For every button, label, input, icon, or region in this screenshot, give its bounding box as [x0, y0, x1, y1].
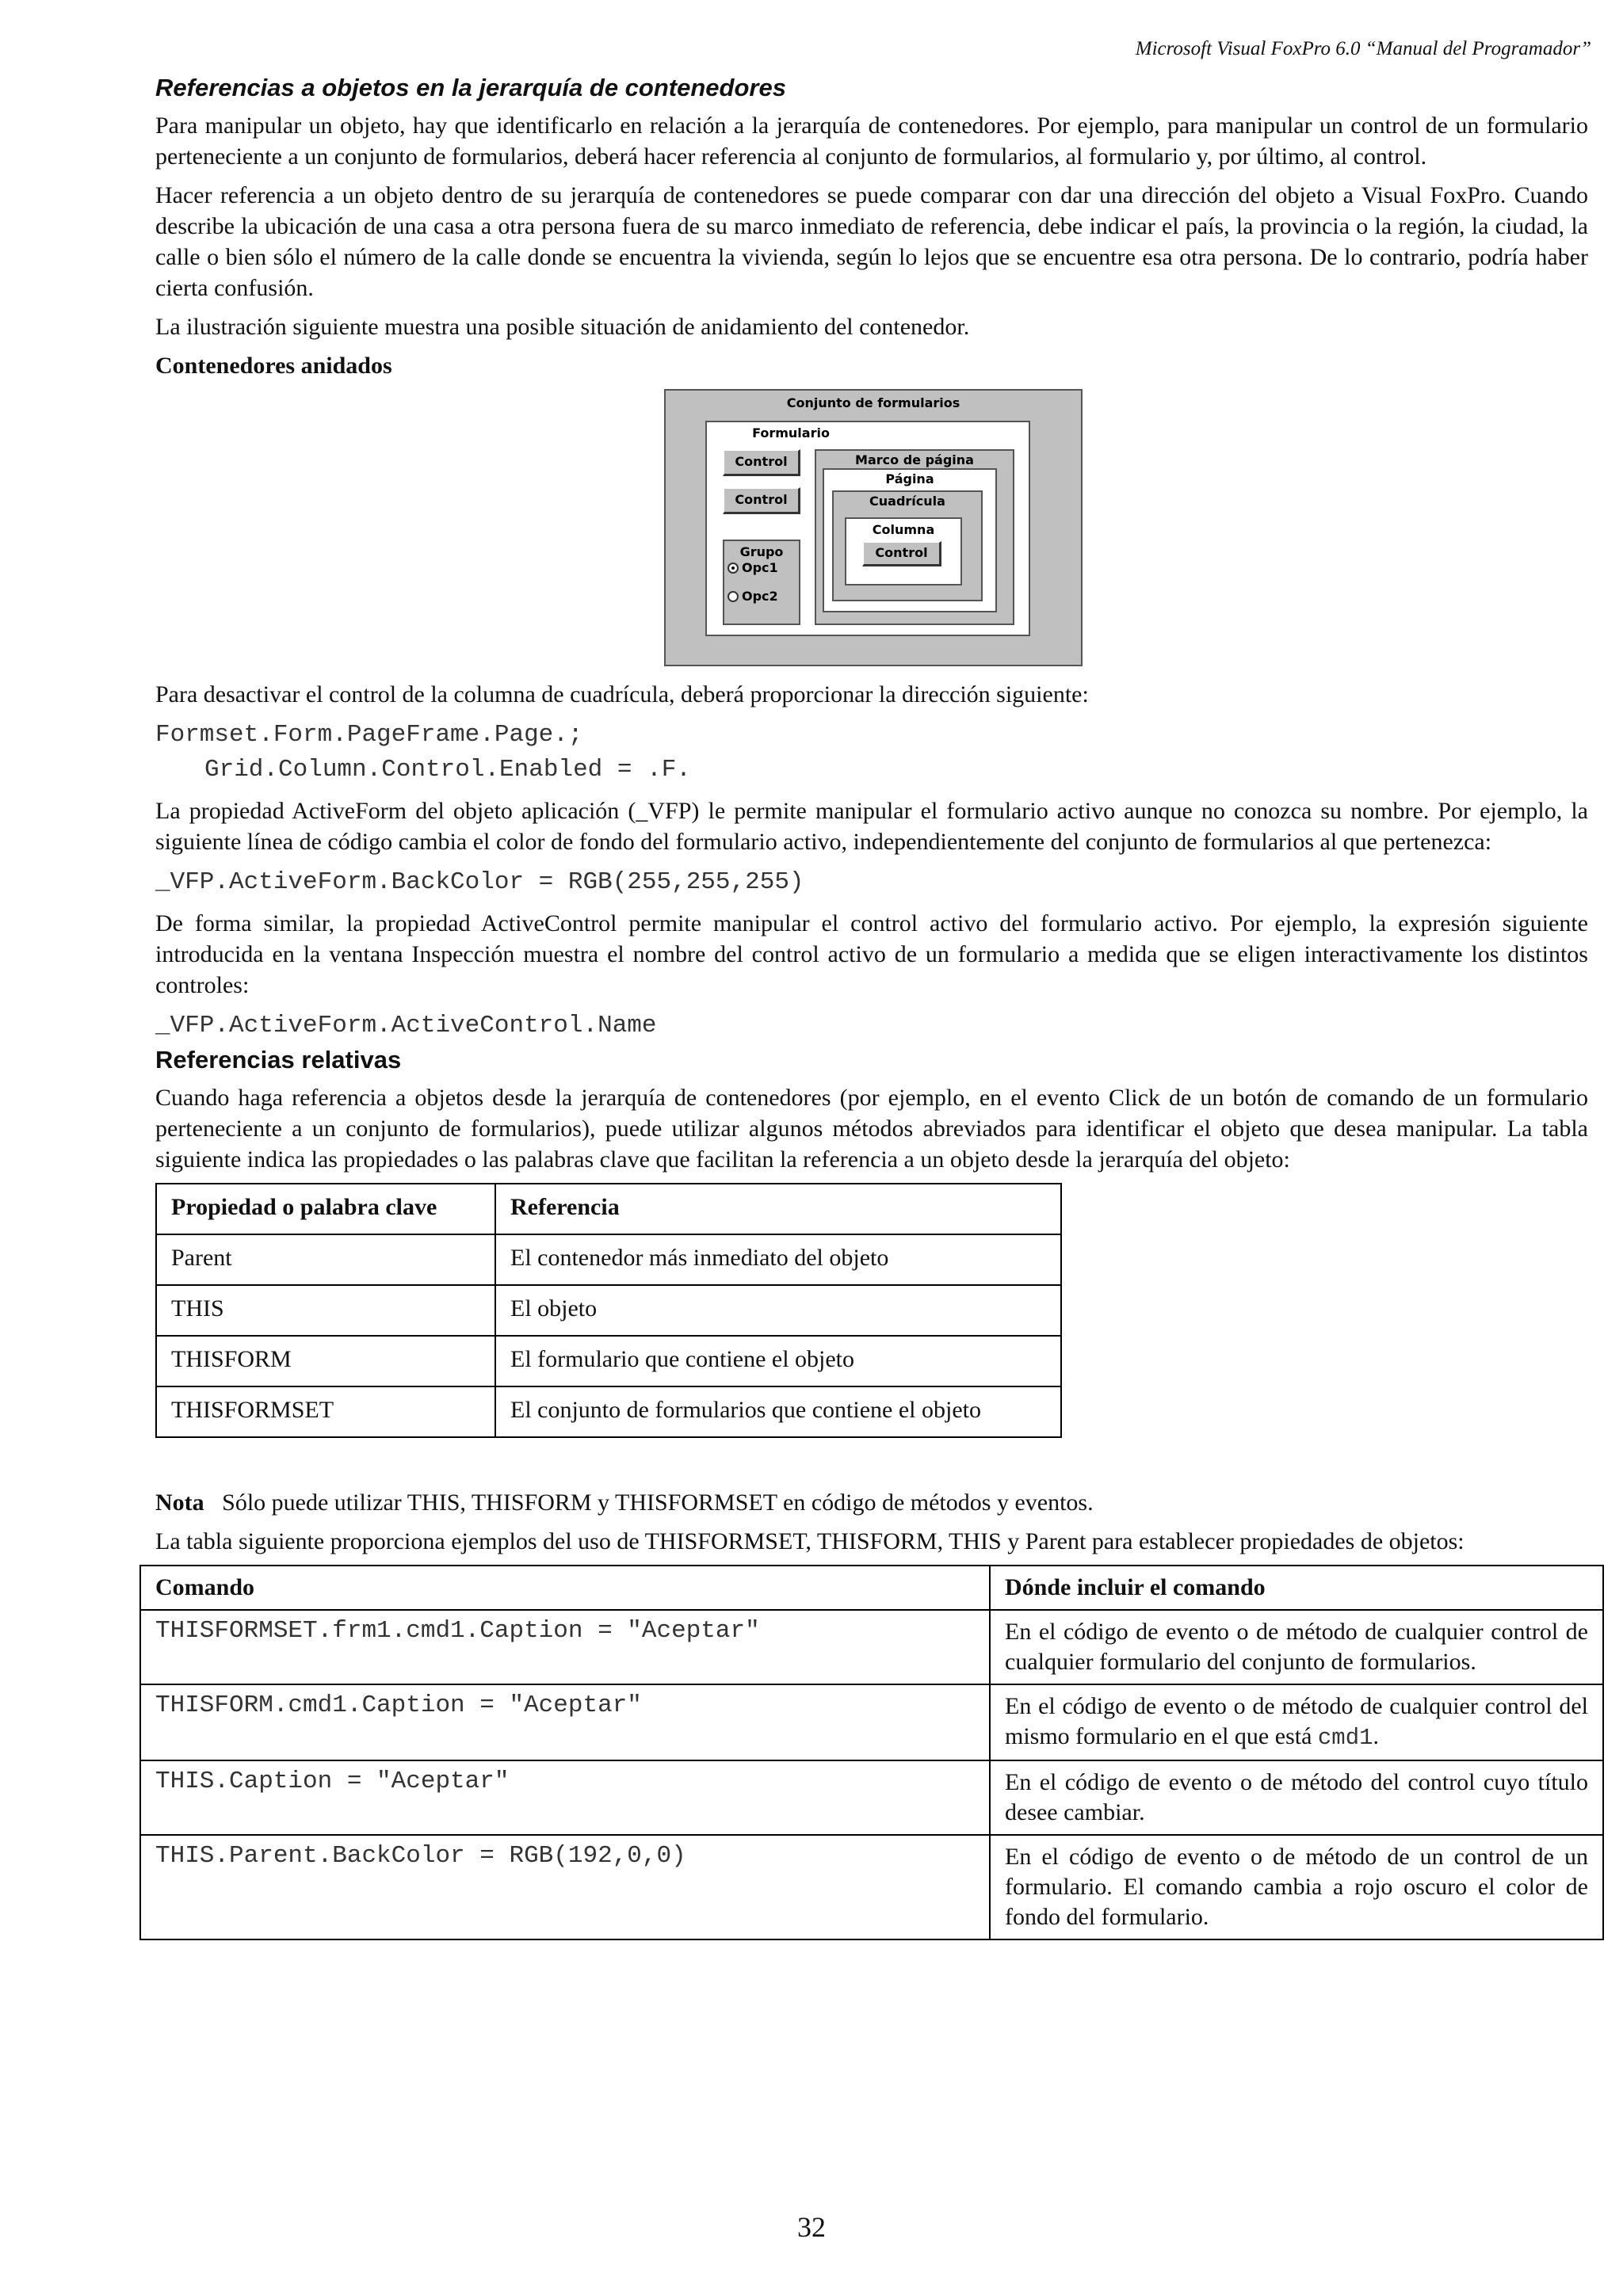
option-2: Opc2 — [727, 589, 778, 604]
table-row — [156, 1336, 1061, 1386]
option-1: Opc1 — [727, 560, 778, 575]
figure-caption: Contenedores anidados — [155, 352, 392, 379]
paragraph-activecontrol: De forma similar, la propiedad ActiveControl permite manipular el control activo del formulario activo. Por ejemplo, la expresión siguiente introducida en la ventana Inspección muestra el nombre del control activo de un formulario a medida que se eligen interactivamente los distintos controles: — [155, 910, 1588, 998]
table-header-cell: Comando — [140, 1566, 990, 1610]
table-row — [156, 1285, 1061, 1336]
table-cell: El objeto — [495, 1285, 1061, 1336]
paragraph-address-analogy: Hacer referencia a un objeto dentro de su jerarquía de contenedores se puede comparar con dar una dirección del objeto a Visual FoxPro. Cuando describe la ubicación de una casa a otra persona fuera de su marco inmediato de referencia, debe indicar el país, la provincia o la región, la ciudad, la calle o bien sólo el número de la calle donde se encuentra la vivienda, según lo lejos que se encuentre esa otra persona. De lo contrario, podría haber cierta confusión. — [155, 181, 1588, 301]
code-backcolor: _VFP.ActiveForm.BackColor = RGB(255,255,255) — [155, 868, 804, 896]
note-paragraph — [155, 1487, 1588, 1518]
table-code-cell: THISFORMSET.frm1.cmd1.Caption = "Aceptar" — [140, 1610, 990, 1684]
table-cell: El formulario que contiene el objeto — [495, 1336, 1061, 1386]
radio-selected-icon — [727, 563, 739, 574]
column-label: Columna — [872, 521, 935, 537]
formset-label: Conjunto de formularios — [786, 395, 960, 410]
control-button-2: Control — [723, 487, 800, 514]
table-cell: THISFORM — [156, 1336, 495, 1386]
commands-table — [139, 1565, 1604, 1940]
table-cell: El conjunto de formularios que contiene el objeto — [495, 1386, 1061, 1437]
table-header-cell: Dónde incluir el comando — [990, 1566, 1603, 1610]
table-row — [140, 1760, 1603, 1835]
paragraph-relative-references: Cuando haga referencia a objetos desde la jerarquía de contenedores (por ejemplo, en el evento Click de un botón de comando de un formulario perteneciente a un conjunto de formularios), puede utilizar algunos métodos abreviados para identificar el objeto que desea manipular. La tabla siguiente indica las propiedades o las palabras clave que facilitan la referencia a un objeto desde la jerarquía del objeto: — [155, 1084, 1588, 1173]
form-label: Formulario — [752, 425, 830, 441]
paragraph-intro: Para manipular un objeto, hay que identificarlo en relación a la jerarquía de contenedores. Por ejemplo, para manipular un control de un formulario perteneciente a un conjunto de formularios, deberá hacer referencia al conjunto de formularios, al formulario y, por último, al control. — [155, 112, 1588, 170]
note-text: Sólo puede utilizar THIS, THISFORM y THISFORMSET en código de métodos y eventos. — [222, 1489, 1094, 1516]
paragraph-examples-intro: La tabla siguiente proporciona ejemplos del uso de THISFORMSET, THISFORM, THIS y Parent para establecer propiedades de objetos: — [155, 1527, 1465, 1554]
code-formset-path: Formset.Form.PageFrame.Page.; — [155, 720, 583, 749]
grid-label: Cuadrícula — [869, 493, 945, 509]
table-row — [140, 1684, 1603, 1760]
table-row — [156, 1386, 1061, 1437]
table-cell: En el código de evento o de método de un control de un formulario. El comando cambia a rojo oscuro el color de fondo del formulario. — [990, 1835, 1603, 1939]
table-cell: THIS — [156, 1285, 495, 1336]
paragraph-activeform: La propiedad ActiveForm del objeto aplicación (_VFP) le permite manipular el formulario activo aunque no conozca su nombre. Por ejemplo, la siguiente línea de código cambia el color de fondo del formulario activo, independientemente del conjunto de formularios al que pertenezca: — [155, 797, 1588, 855]
page-content — [155, 73, 1588, 1940]
table-cell: El contenedor más inmediato del objeto — [495, 1234, 1061, 1285]
pageframe-box — [815, 449, 1014, 625]
table-cell: En el código de evento o de método del control cuyo título desee cambiar. — [990, 1760, 1603, 1835]
table-header-row — [140, 1566, 1603, 1610]
radio-empty-icon — [727, 591, 739, 602]
code-grid-enabled: Grid.Column.Control.Enabled = .F. — [204, 755, 691, 784]
paragraph-disable-control: Para desactivar el control de la columna de cuadrícula, deberá proporcionar la dirección siguiente: — [155, 681, 1089, 707]
table-cell: Parent — [156, 1234, 495, 1285]
section-title-relative-references: Referencias relativas — [155, 1045, 402, 1074]
group-label: Grupo — [739, 543, 784, 559]
page-box — [823, 468, 997, 612]
nested-containers-diagram — [664, 389, 1083, 666]
table-header-cell: Propiedad o palabra clave — [156, 1184, 495, 1234]
table-header-cell: Referencia — [495, 1184, 1061, 1234]
pageframe-label: Marco de página — [855, 452, 974, 467]
grid-box — [832, 490, 983, 601]
code-activecontrol-name: _VFP.ActiveForm.ActiveControl.Name — [155, 1011, 657, 1039]
nested-containers-figure-wrap — [155, 389, 1588, 668]
table-code-cell: THIS.Parent.BackColor = RGB(192,0,0) — [140, 1835, 990, 1939]
page-label: Página — [885, 471, 934, 486]
table-cell: THISFORMSET — [156, 1386, 495, 1437]
form-box — [705, 421, 1030, 636]
section-title-container-references: Referencias a objetos en la jerarquía de contenedores — [155, 74, 786, 101]
option-group-box — [723, 540, 800, 625]
table-cell: En el código de evento o de método de cualquier control del mismo formulario en el que está cmd1. — [990, 1684, 1603, 1760]
page-number: 32 — [797, 2211, 826, 2243]
column-box — [845, 517, 962, 585]
table-row — [140, 1835, 1603, 1939]
running-header: Microsoft Visual FoxPro 6.0 “Manual del Programador” — [1135, 38, 1591, 59]
table-row — [156, 1234, 1061, 1285]
keywords-table — [155, 1183, 1062, 1438]
paragraph-illustration-intro: La ilustración siguiente muestra una posible situación de anidamiento del contenedor. — [155, 313, 970, 340]
table-code-cell: THISFORM.cmd1.Caption = "Aceptar" — [140, 1684, 990, 1760]
table-cell: En el código de evento o de método de cualquier control de cualquier formulario del conjunto de formularios. — [990, 1610, 1603, 1684]
note-label: Nota — [155, 1489, 204, 1516]
inner-control-button: Control — [862, 541, 941, 566]
table-row — [140, 1610, 1603, 1684]
table-header-row — [156, 1184, 1061, 1234]
inline-code: cmd1 — [1317, 1724, 1373, 1751]
table-code-cell: THIS.Caption = "Aceptar" — [140, 1760, 990, 1835]
control-button-1: Control — [723, 449, 800, 476]
